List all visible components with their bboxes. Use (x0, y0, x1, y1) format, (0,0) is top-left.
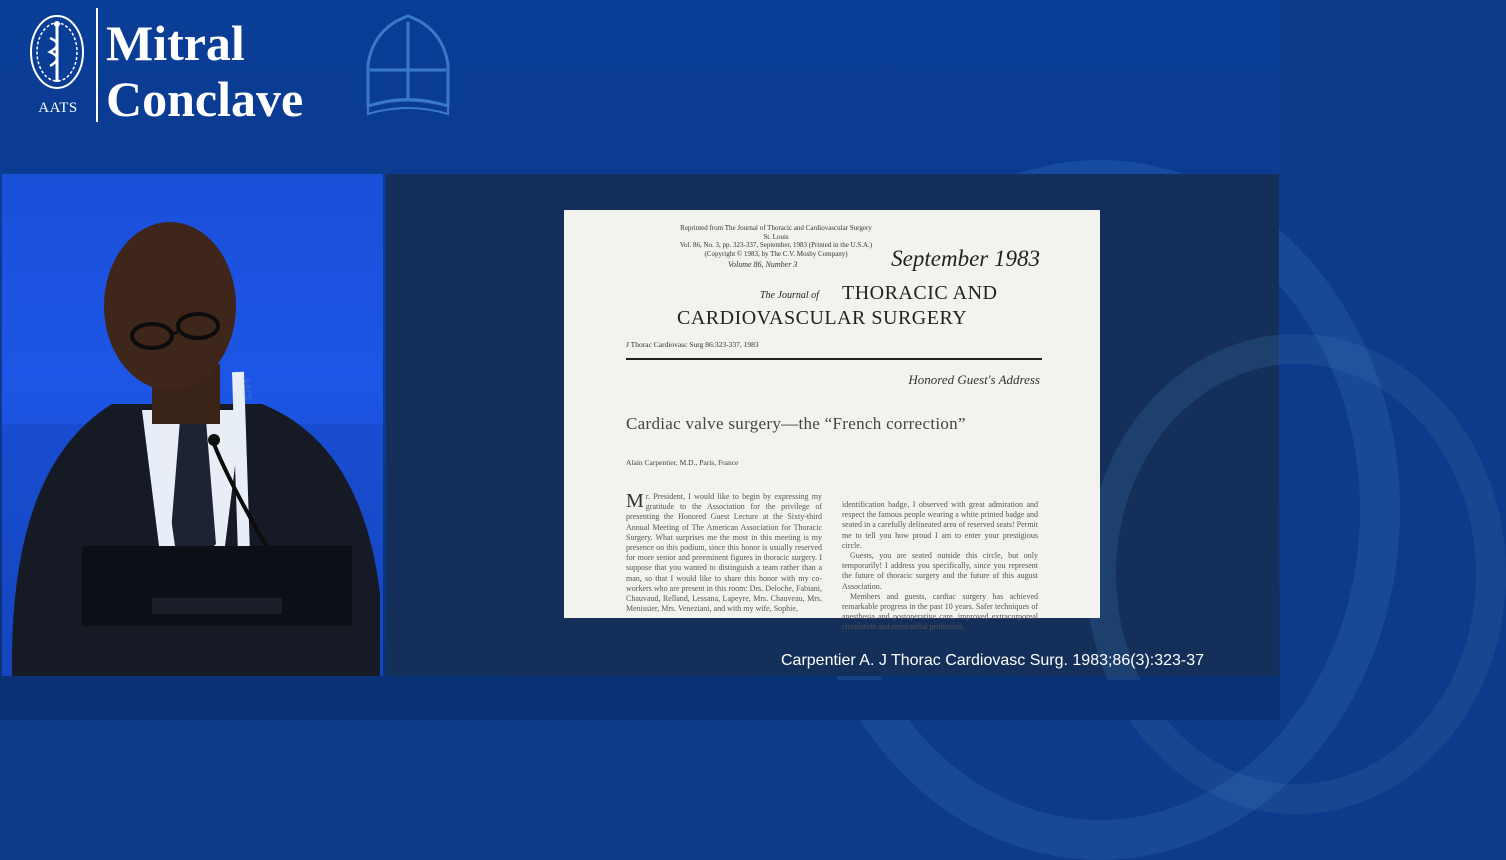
event-title-line1: Mitral (106, 15, 245, 71)
lanyard-label: AATS (241, 377, 254, 401)
header-rule (626, 358, 1042, 360)
article-title: Cardiac valve surgery—the “French correction” (626, 414, 966, 433)
slide-arc-decoration (1086, 334, 1506, 814)
slide-citation-caption: Carpentier A. J Thorac Cardiovasc Surg. 1983;86(3):323-37 (781, 652, 1205, 669)
bottom-bar (0, 680, 1280, 720)
issue-date: September 1983 (891, 246, 1040, 271)
header (0, 0, 1280, 170)
volume-line: Volume 86, Number 3 (728, 260, 798, 269)
aats-seal-icon (28, 10, 86, 96)
reprint-notice: Reprinted from The Journal of Thoracic and Cardiovascular Surgery St. Louis Vol. 86, No. 3, pp. 323-337, September, 1983 (Printed in the U.S.A.) (Copyright © 1983, by The C.V. Mosby Company) (679, 224, 873, 258)
journal-article-image (564, 210, 1100, 632)
section-label: Honored Guest's Address (908, 372, 1040, 387)
dropcap: M (626, 490, 644, 512)
logo-divider (96, 8, 98, 122)
slide (386, 174, 1279, 676)
aats-label: AATS (38, 100, 78, 116)
journal-name-line1: THORACIC AND (842, 282, 998, 304)
journal-the: The Journal of (760, 290, 819, 301)
speaker-video (2, 174, 383, 676)
article-author: Alain Carpentier, M.D., Paris, France (626, 458, 739, 467)
mitre-icon (360, 14, 456, 118)
event-title-line2: Conclave (106, 71, 304, 127)
journal-name-line2: CARDIOVASCULAR SURGERY (677, 307, 968, 329)
article-column-right: identification badge, I observed with great admiration and respect the famous people wearing a white printed badge and seated in a carefully delineated area of reserved seats! Permit me to tell you how proud I am to enter your prestigious circle. Guests, you are seated outside this circle, but only temporarily! I address you specifically, since you represent the future of thoracic surgery and the future of this august Association. Members and guests, cardiac surgery has achieved remarkable progress in the past 10 years. Safer techniques of anesthesia and postoperative care, improved extracorporeal circulation and myocardial protection, (842, 500, 1038, 632)
article-citation: J Thorac Cardiovasc Surg 86:323-337, 1983 (626, 340, 759, 349)
article-column-left: M r. President, I would like to begin by expressing my gratitude to the Association for the privilege of presenting the Honored Guest Lecture at the Sixty-third Annual Meeting of The American Association for Thoracic Surgery. What surprises me the most in this meeting is my presence on this podium, since this honor is usually reserved for more senior and preeminent figures in thoracic surgery. I suppose that you wanted to distinguish a team rather than a man, so that I would like to share this honor with my co-workers who are present in this room: Drs. Deloche, Fabiani, Chauvaud, Relland, Lessana, Lapeyre, Mrs. Chauveau, Mrs. Menissier, Mrs. Veneziani, and with my wife, Sophie, (626, 490, 822, 614)
speaker-figure (2, 174, 383, 676)
